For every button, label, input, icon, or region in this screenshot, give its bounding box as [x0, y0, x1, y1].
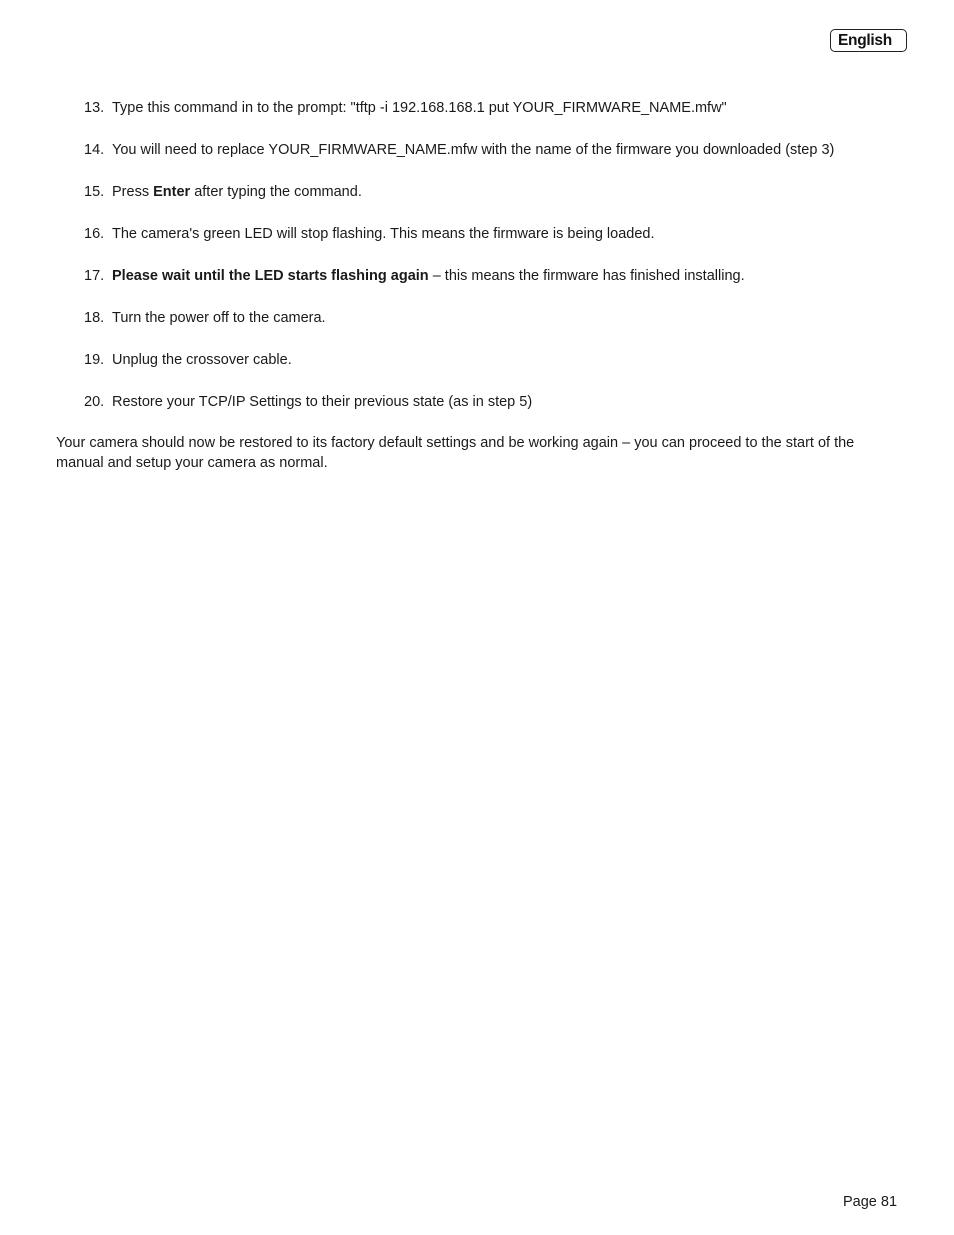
step-text: You will need to replace YOUR_FIRMWARE_NAME.mfw with the name of the firmware you downloaded (step 3): [112, 142, 835, 158]
step-text: The camera's green LED will stop flashing. This means the firmware is being loaded.: [112, 226, 655, 242]
step-number: 13.: [84, 100, 105, 116]
step-item: [84, 182, 914, 224]
step-text: Restore your TCP/IP Settings to their previous state (as in step 5): [112, 394, 533, 410]
step-number: 20.: [84, 394, 105, 410]
language-badge: English: [830, 29, 907, 52]
step-number: 15.: [84, 184, 105, 200]
step-item: [84, 224, 914, 266]
step-number: 16.: [84, 226, 105, 242]
instruction-steps: [84, 98, 914, 434]
step-number: 18.: [84, 310, 105, 326]
step-item: [84, 308, 914, 350]
step-item: [84, 266, 914, 308]
step-item: [84, 350, 914, 392]
step-text: Type this command in to the prompt: "tftp -i 192.168.168.1 put YOUR_FIRMWARE_NAME.mfw": [112, 100, 727, 116]
step-text: Press Enter after typing the command.: [112, 184, 362, 200]
step-text: Please wait until the LED starts flashing again – this means the firmware has finished installing.: [112, 268, 745, 284]
step-item: [84, 392, 914, 434]
step-number: 19.: [84, 352, 105, 368]
closing-paragraph: Your camera should now be restored to its factory default settings and be working again – you can proceed to the start of the manual and setup your camera as normal.: [56, 435, 855, 471]
step-number: 17.: [84, 268, 105, 284]
step-item: [84, 140, 914, 182]
step-item: [84, 98, 914, 140]
page-number: Page 81: [843, 1194, 898, 1210]
step-text: Unplug the crossover cable.: [112, 352, 292, 368]
step-text: Turn the power off to the camera.: [112, 310, 326, 326]
step-number: 14.: [84, 142, 105, 158]
